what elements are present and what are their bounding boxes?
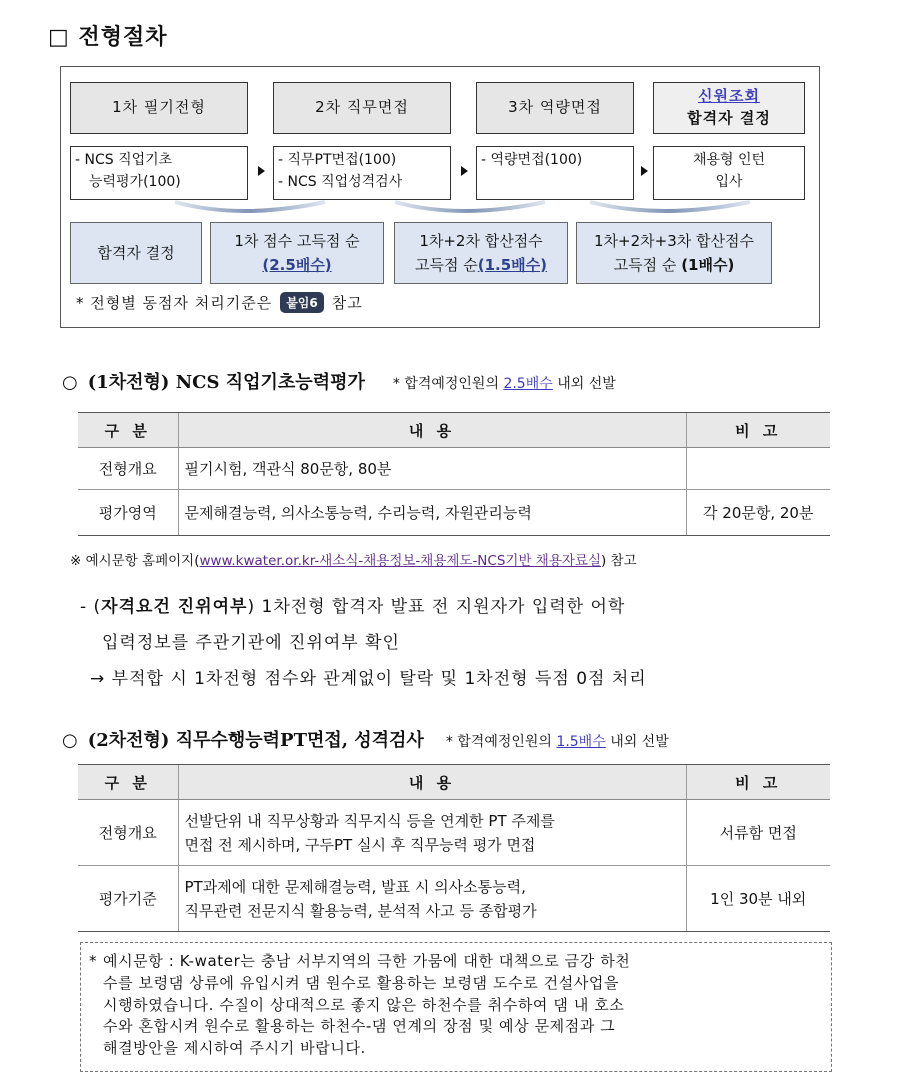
stage-2-content-line: - 직무PT면접(100) — [278, 152, 397, 168]
result-line: 1차+2차+3차 합산점수 — [594, 232, 754, 250]
stage-4-content — [653, 146, 805, 200]
stage-3-content-line: - 역량면접(100) — [481, 152, 583, 168]
example-question-box — [80, 942, 832, 1072]
table-header: 내 용 — [178, 765, 686, 800]
stage-1-label: 1차 필기전형 — [112, 98, 206, 117]
stage-3 — [476, 82, 634, 134]
result-multiple: (2.5배수) — [262, 256, 332, 274]
section-1-table — [78, 412, 830, 536]
result-label: 합격자 결정 — [97, 244, 175, 262]
row-note: 1인 30분 내외 — [686, 866, 830, 932]
example-line: 예시문항 : K-water는 충남 서부지역의 극한 가뭄에 대한 대책으로 금강 하천 — [103, 952, 631, 970]
table-header-row — [78, 413, 830, 448]
row-note: 각 20문항, 20분 — [686, 490, 830, 536]
stage-1-content — [70, 146, 248, 200]
section-2-title: (2차전형) 직무수행능력PT면접, 성격검사 — [87, 730, 424, 751]
row-value — [178, 866, 686, 932]
stage-2-content — [273, 146, 451, 200]
example-line: 수와 혼합시켜 원수로 활용하는 하천수-댐 연계의 장점 및 예상 문제점과 그 — [103, 1017, 616, 1036]
arrow-right-icon — [461, 166, 468, 176]
stage-2-content-line: - NCS 직업성격검사 — [278, 174, 403, 191]
table-header: 내 용 — [178, 413, 686, 448]
row-value-line: 선발단위 내 직무상황과 직무지식 등을 연계한 PT 주제를 — [184, 811, 555, 830]
result-label-box — [70, 222, 202, 284]
note-multiple: 2.5배수 — [503, 376, 553, 392]
table-header: 구 분 — [78, 765, 178, 800]
example-star: * — [89, 952, 98, 970]
note-text: * 합격예정인원의 — [392, 376, 499, 392]
stage-4-content-line: 입사 — [715, 174, 743, 191]
row-value-line: 직무관련 전문지식 활용능력, 분석적 사고 등 종합평가 — [184, 901, 537, 920]
row-key: 평가영역 — [78, 490, 178, 536]
stage-2 — [273, 82, 451, 134]
section-2-header — [62, 726, 669, 752]
stage-2-label: 2차 직무면접 — [315, 98, 409, 117]
stage-1-content-line: - NCS 직업기초 — [75, 152, 173, 168]
result-stage-1 — [210, 222, 384, 284]
stage-4-content-line: 채용형 인턴 — [692, 152, 766, 168]
result-line: 고득점 순 — [415, 256, 478, 274]
qualification-line-1 — [80, 592, 625, 617]
example-url-note — [70, 549, 637, 569]
example-line: 해결방안을 제시하여 주시기 바랍니다. — [103, 1039, 366, 1057]
section-2-table — [78, 764, 830, 932]
section-bullet: ○ — [62, 730, 78, 751]
result-line: 1차 점수 고득점 순 — [234, 232, 360, 250]
note-multiple: 1.5배수 — [556, 734, 606, 750]
table-header-row — [78, 765, 830, 800]
stage-3-label: 3차 역량면접 — [508, 98, 602, 117]
tie-break-note — [76, 292, 363, 313]
row-note — [686, 448, 830, 490]
stage-3-content — [476, 146, 634, 200]
tie-note-text: 참고 — [331, 294, 363, 312]
qual-text: ) 1차전형 합격자 발표 전 지원자가 입력한 어학 — [247, 597, 626, 617]
note-text: * 합격예정인원의 — [445, 734, 552, 750]
note-text: 내외 선발 — [610, 734, 669, 750]
row-key: 평가기준 — [78, 866, 178, 932]
tie-note-text: * 전형별 동점자 처리기준은 — [76, 294, 273, 312]
row-key: 전형개요 — [78, 448, 178, 490]
table-row — [78, 866, 830, 932]
table-header: 비 고 — [686, 413, 830, 448]
table-row — [78, 448, 830, 490]
stage-1-content-line: 능력평가(100) — [89, 174, 181, 191]
row-value: 문제해결능력, 의사소통능력, 수리능력, 자원관리능력 — [178, 490, 686, 536]
section-2-note — [446, 731, 669, 751]
result-line: 1차+2차 합산점수 — [419, 232, 543, 250]
url-note-text: ) 참고 — [600, 553, 637, 569]
section-1-note — [393, 373, 616, 393]
example-line: 수를 보령댐 상류에 유입시켜 댐 원수로 활용하는 보령댐 도수로 건설사업을 — [103, 973, 620, 992]
stage-4 — [653, 82, 805, 134]
annex-badge[interactable]: 붙임6 — [280, 292, 324, 313]
example-line: 시행하였습니다. 수질이 상대적으로 좋지 않은 하천수를 취수하여 댐 내 호소 — [103, 995, 625, 1014]
row-value-line: PT과제에 대한 문제해결능력, 발표 시 의사소통능력, — [184, 877, 526, 896]
table-row — [78, 490, 830, 536]
stage-4-label: 합격자 결정 — [687, 109, 771, 127]
table-row — [78, 800, 830, 866]
page-heading: □ 전형절차 — [48, 25, 168, 50]
qualification-line-2: 입력정보를 주관기관에 진위여부 확인 — [102, 633, 400, 653]
qual-bold: 자격요건 진위여부 — [101, 597, 248, 617]
row-value-line: 면접 전 제시하며, 구두PT 실시 후 직무능력 평가 면접 — [184, 835, 536, 854]
background-check-link[interactable]: 신원조회 — [698, 87, 760, 106]
section-bullet: ○ — [62, 372, 78, 393]
arrow-right-icon — [641, 166, 648, 176]
result-stage-2 — [394, 222, 568, 284]
stage-connector-curves — [160, 198, 800, 222]
result-stage-3 — [576, 222, 772, 284]
row-key: 전형개요 — [78, 800, 178, 866]
arrow-right-icon — [258, 166, 265, 176]
stage-1 — [70, 82, 248, 134]
result-multiple: (1.5배수) — [477, 256, 547, 274]
row-value: 필기시험, 객관식 80문항, 80분 — [178, 448, 686, 490]
row-value — [178, 800, 686, 866]
qualification-line-3: → 부적합 시 1차전형 점수와 관계없이 탈락 및 1차전형 득점 0점 처리 — [90, 669, 647, 689]
section-1-title: (1차전형) NCS 직업기초능력평가 — [87, 372, 365, 393]
note-text: 내외 선발 — [557, 376, 616, 392]
url-note-text: ※ 예시문항 홈페이지( — [70, 553, 200, 569]
result-line: 고득점 순 — [613, 256, 677, 274]
row-note: 서류함 면접 — [686, 800, 830, 866]
table-header: 구 분 — [78, 413, 178, 448]
recruitment-url-link[interactable]: www.kwater.or.kr-새소식-채용정보-채용제도-NCS기반 채용자료실 — [199, 553, 601, 569]
table-header: 비 고 — [686, 765, 830, 800]
section-1-header — [62, 368, 616, 394]
result-multiple: (1배수) — [681, 256, 735, 274]
qual-text: - ( — [80, 597, 102, 617]
